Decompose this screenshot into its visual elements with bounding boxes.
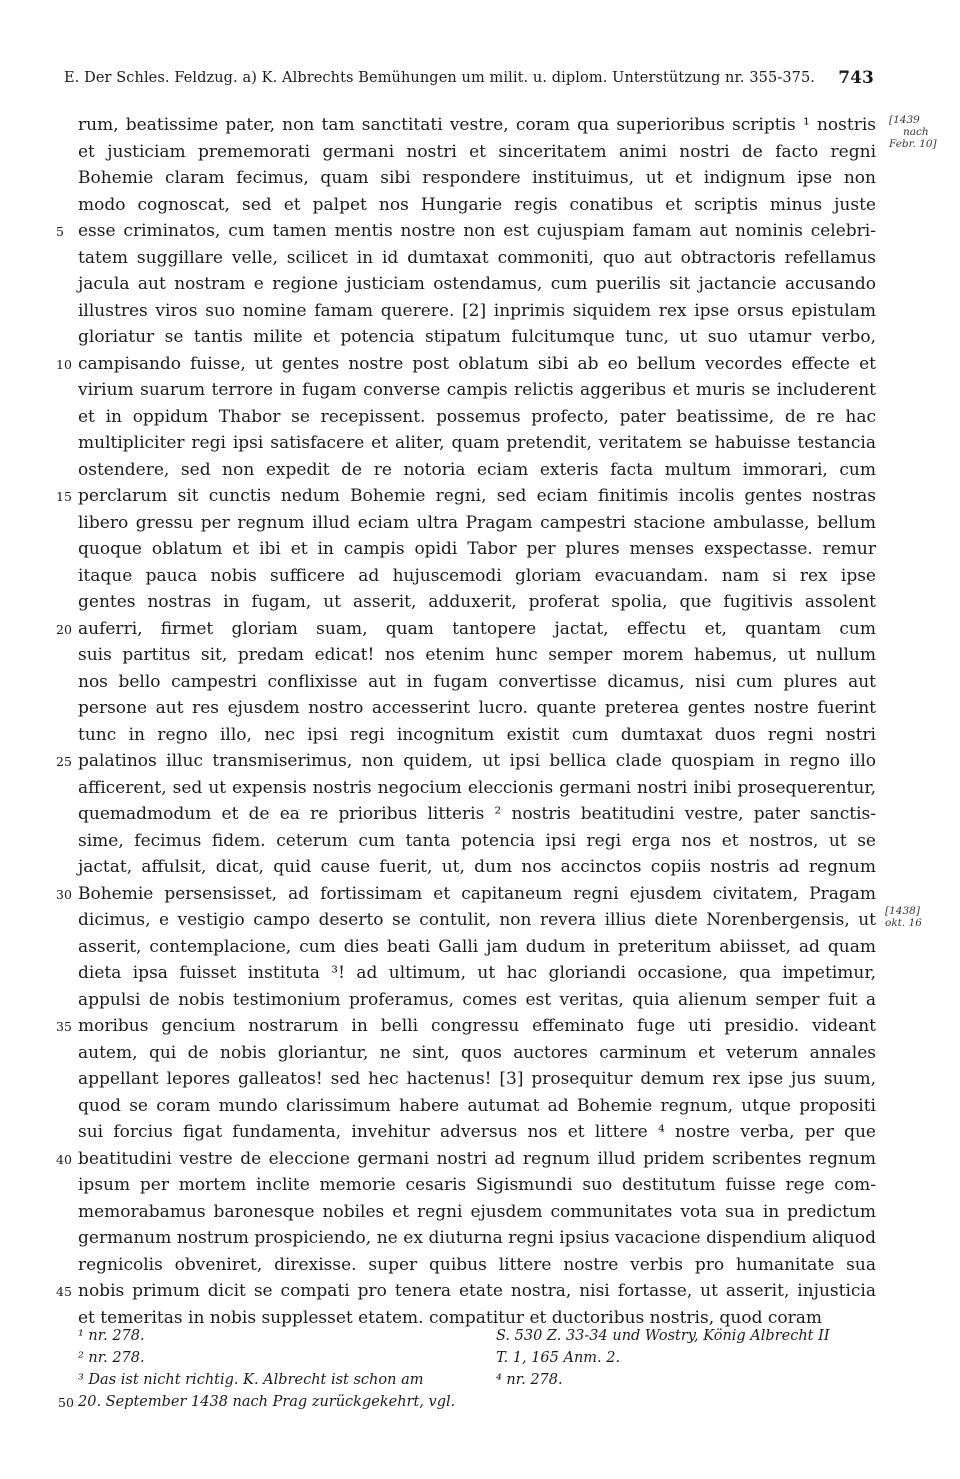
text-line	[78, 536, 876, 563]
text-line	[78, 245, 876, 272]
text-line	[78, 854, 876, 881]
line-text: multipliciter regi ipsi satisfacere et aliter, quam pretendit, veritatem se habuisse testancia	[78, 433, 876, 453]
line-text: rum, beatissime pater, non tam sanctitati vestre, coram qua superioribus scriptis ¹ nostris	[78, 115, 876, 135]
line-text: auferri, firmet gloriam suam, quam tantopere jactat, effectu et, quantam cum	[78, 618, 876, 639]
text-line	[78, 828, 876, 855]
line-text: beatitudini vestre de eleccione germani nostri ad regnum illud pridem scribentes regnum	[78, 1148, 876, 1169]
text-line	[56, 351, 876, 378]
text-line	[78, 430, 876, 457]
text-line	[56, 881, 876, 908]
line-text: quoque oblatum et ibi et in campis opidi Tabor per plures menses exspectasse. remur	[78, 539, 876, 559]
text-line	[56, 218, 876, 245]
line-number: 50	[58, 1395, 74, 1410]
line-text: dieta ipsa fuisset instituta ³! ad ultimum, ut hac gloriandi occasione, qua impetimur,	[78, 963, 876, 983]
running-title: E. Der Schles. Feldzug. a) K. Albrechts Bemühungen um milit. u. diplom. Unterstützung nr. 355-375.	[64, 70, 816, 86]
margin-date-1-line-1: [1439	[889, 114, 920, 126]
margin-date-2-line-2: okt. 16	[885, 917, 922, 929]
text-line	[56, 1013, 876, 1040]
line-text: appellant lepores galleatos! sed hec hactenus! [3] prosequitur demum rex ipse jus suum,	[78, 1069, 876, 1089]
footnote	[496, 1369, 888, 1391]
line-text: perclarum sit cunctis nedum Bohemie regni, sed eciam finitimis incolis gentes nostras	[78, 486, 876, 506]
line-text: autem, qui de nobis gloriantur, ne sint, quos auctores carminum et veterum annales	[78, 1042, 876, 1063]
line-text: sime, fecimus fidem. ceterum cum tanta potencia ipsi regi erga nos et nostros, ut se	[78, 830, 876, 851]
text-line	[78, 112, 876, 139]
footnote	[496, 1325, 888, 1347]
line-number: 45	[56, 1284, 72, 1299]
line-text: Bohemie claram fecimus, quam sibi respondere instituimus, ut et indignum ipse non	[78, 168, 876, 188]
line-text: libero gressu per regnum illud eciam ultra Pragam campestri stacione ambulasse, bellum	[78, 512, 876, 533]
line-text: moribus gencium nostrarum in belli congressu effeminato fuge uti presidio. videant	[78, 1016, 876, 1036]
line-text: suis partitus sit, predam edicat! nos etenim hunc semper morem habemus, ut nullum	[78, 645, 876, 665]
text-line	[78, 589, 876, 616]
line-text: palatinos illuc transmiserimus, non quidem, ut ipsi bellica clade quospiam in regno illo	[78, 751, 876, 771]
line-text: tunc in regno illo, nec ipsi regi incognitum existit cum dumtaxat duos regni nostri	[78, 724, 876, 745]
text-line	[78, 192, 876, 219]
text-line	[56, 748, 876, 775]
page-number: 743	[838, 68, 874, 88]
line-text: gentes nostras in fugam, ut asserit, adduxerit, proferat spolia, que fugitivis assolent	[78, 592, 876, 612]
text-line	[78, 271, 876, 298]
line-text: tatem suggillare velle, scilicet in id dumtaxat commoniti, quo aut obtractoris refellamus	[78, 247, 876, 268]
text-line	[78, 987, 876, 1014]
line-text: jacula aut nostram e regione justiciam ostendamus, cum puerilis sit jactancie accusando	[78, 274, 876, 294]
line-text: persone aut res ejusdem nostro accesserint lucro. quante preterea gentes nostre fuerint	[78, 698, 876, 718]
margin-date-1-line-3: Febr. 10]	[889, 138, 937, 150]
footnote-text: T. 1, 165 Anm. 2.	[496, 1350, 621, 1366]
line-number: 30	[56, 886, 72, 902]
body-text	[56, 112, 876, 1331]
margin-date-note-2	[885, 905, 922, 929]
text-line	[78, 510, 876, 537]
line-number: 35	[56, 1019, 72, 1034]
line-number: 5	[56, 224, 64, 239]
text-line	[78, 404, 876, 431]
text-line	[78, 377, 876, 404]
line-text: afficerent, sed ut expensis nostris negocium eleccionis germani nostri inibi prosequerentur,	[78, 777, 876, 798]
footnote-text: S. 530 Z. 33-34 und Wostry, König Albrecht II	[496, 1328, 830, 1344]
line-text: gloriatur se tantis milite et potencia stipatum fulcitumque tunc, ut suo utamur verbo,	[78, 327, 876, 347]
text-line	[78, 642, 876, 669]
text-line	[78, 1093, 876, 1120]
text-line	[78, 1199, 876, 1226]
line-text: itaque pauca nobis sufficere ad hujuscemodi gloriam evacuandam. nam si rex ipse	[78, 565, 876, 586]
line-text: et justiciam prememorati germani nostri et sinceritatem animi nostri de facto regni	[78, 141, 876, 162]
text-line	[78, 139, 876, 166]
text-line	[78, 669, 876, 696]
footnote	[496, 1347, 888, 1369]
line-text: jactat, affulsit, dicat, quid cause fuerit, ut, dum nos accinctos copiis nostris ad regnum	[78, 857, 876, 877]
margin-date-1-line-2: nach	[903, 126, 929, 138]
line-text: nobis primum dicit se compati pro tenera etate nostra, nisi fortasse, ut asserit, injusticia	[78, 1281, 876, 1301]
running-header	[64, 70, 874, 86]
line-text: ipsum per mortem inclite memorie cesaris Sigismundi suo destitutum fuisse rege com-	[78, 1175, 876, 1195]
margin-date-note-1	[889, 114, 937, 150]
line-text: quemadmodum et de ea re prioribus litteris ² nostris beatitudini vestre, pater sanctis-	[78, 804, 876, 824]
text-line	[56, 616, 876, 643]
text-line	[78, 801, 876, 828]
footnotes-right-column	[496, 1325, 888, 1391]
text-line	[78, 934, 876, 961]
footnote-text: 20. September 1438 nach Prag zurückgekehrt, vgl.	[78, 1394, 456, 1410]
line-number: 25	[56, 754, 72, 769]
text-line	[56, 483, 876, 510]
text-line	[78, 960, 876, 987]
line-text: asserit, contemplacione, cum dies beati Galli jam dudum in preteritum abiisset, ad quam	[78, 936, 876, 957]
text-line	[78, 165, 876, 192]
line-text: Bohemie persensisset, ad fortissimam et capitaneum regni ejusdem civitatem, Pragam	[78, 883, 876, 904]
line-text: germanum nostrum prospiciendo, ne ex diuturna regni ipsius vacacione dispendium aliquod	[78, 1228, 876, 1248]
line-text: ostendere, sed non expedit de re notoria eciam exteris facta multum immorari, cum	[78, 459, 876, 480]
footnote	[58, 1391, 478, 1413]
text-line	[56, 1146, 876, 1173]
line-text: sui forcius figat fundamenta, invehitur adversus nos et littere ⁴ nostre verba, per que	[78, 1122, 876, 1142]
line-text: campisando fuisse, ut gentes nostre post oblatum sibi ab eo bellum vecordes effecte et	[78, 353, 876, 374]
text-line	[78, 907, 876, 934]
text-line	[78, 1252, 876, 1279]
line-text: modo cognoscat, sed et palpet nos Hungarie regis conatibus et scriptis minus juste	[78, 194, 876, 215]
line-text: regnicolis obveniret, direxisse. super quibus littere nostre verbis pro humanitate sua	[78, 1254, 876, 1275]
text-line	[78, 457, 876, 484]
line-text: virium suarum terrore in fugam converse campis relictis aggeribus et muris se includerent	[78, 380, 876, 400]
line-text: appulsi de nobis testimonium proferamus, comes est veritas, quia alienum semper fuit a	[78, 989, 876, 1010]
footnote-text: ¹ nr. 278.	[78, 1328, 145, 1344]
margin-date-2-line-1: [1438]	[885, 905, 920, 917]
text-line	[78, 563, 876, 590]
text-line	[78, 1066, 876, 1093]
text-line	[78, 324, 876, 351]
text-line	[78, 722, 876, 749]
line-text: et temeritas in nobis supplesset etatem. compatitur et ductoribus nostris, quod coram	[78, 1307, 823, 1328]
text-line	[78, 1172, 876, 1199]
footnote	[78, 1347, 478, 1369]
line-text: et in oppidum Thabor se recepissent. possemus profecto, pater beatissime, de re hac	[78, 406, 876, 427]
line-text: esse criminatos, cum tamen mentis nostre non est cujuspiam famam aut nominis celebri-	[78, 221, 876, 241]
line-number: 10	[56, 356, 72, 372]
footnote-text: ² nr. 278.	[78, 1350, 145, 1366]
text-line	[78, 775, 876, 802]
footnote-text: ⁴ nr. 278.	[496, 1372, 563, 1388]
footnote	[78, 1325, 478, 1347]
line-number: 40	[56, 1151, 72, 1167]
footnote-text: ³ Das ist nicht richtig. K. Albrecht ist schon am	[78, 1372, 424, 1388]
text-line	[78, 1040, 876, 1067]
footnotes-left-column	[58, 1325, 478, 1413]
line-number: 15	[56, 489, 72, 504]
line-text: memorabamus baronesque nobiles et regni ejusdem communitates vota sua in predictum	[78, 1201, 876, 1222]
text-line	[56, 1278, 876, 1305]
text-line	[78, 695, 876, 722]
line-number: 20	[56, 621, 72, 637]
text-line	[78, 1119, 876, 1146]
line-text: quod se coram mundo clarissimum habere autumat ad Bohemie regnum, utque propositi	[78, 1095, 876, 1116]
line-text: nos bello campestri conflixisse aut in fugam convertisse dicamus, nisi cum plures aut	[78, 671, 876, 692]
line-text: illustres viros suo nomine famam querere. [2] inprimis siquidem rex ipse orsus epistulam	[78, 300, 876, 321]
text-line	[78, 298, 876, 325]
text-line	[78, 1225, 876, 1252]
line-text: dicimus, e vestigio campo deserto se contulit, non revera illius diete Norenbergensis, ut	[78, 910, 876, 930]
footnote	[78, 1369, 478, 1391]
